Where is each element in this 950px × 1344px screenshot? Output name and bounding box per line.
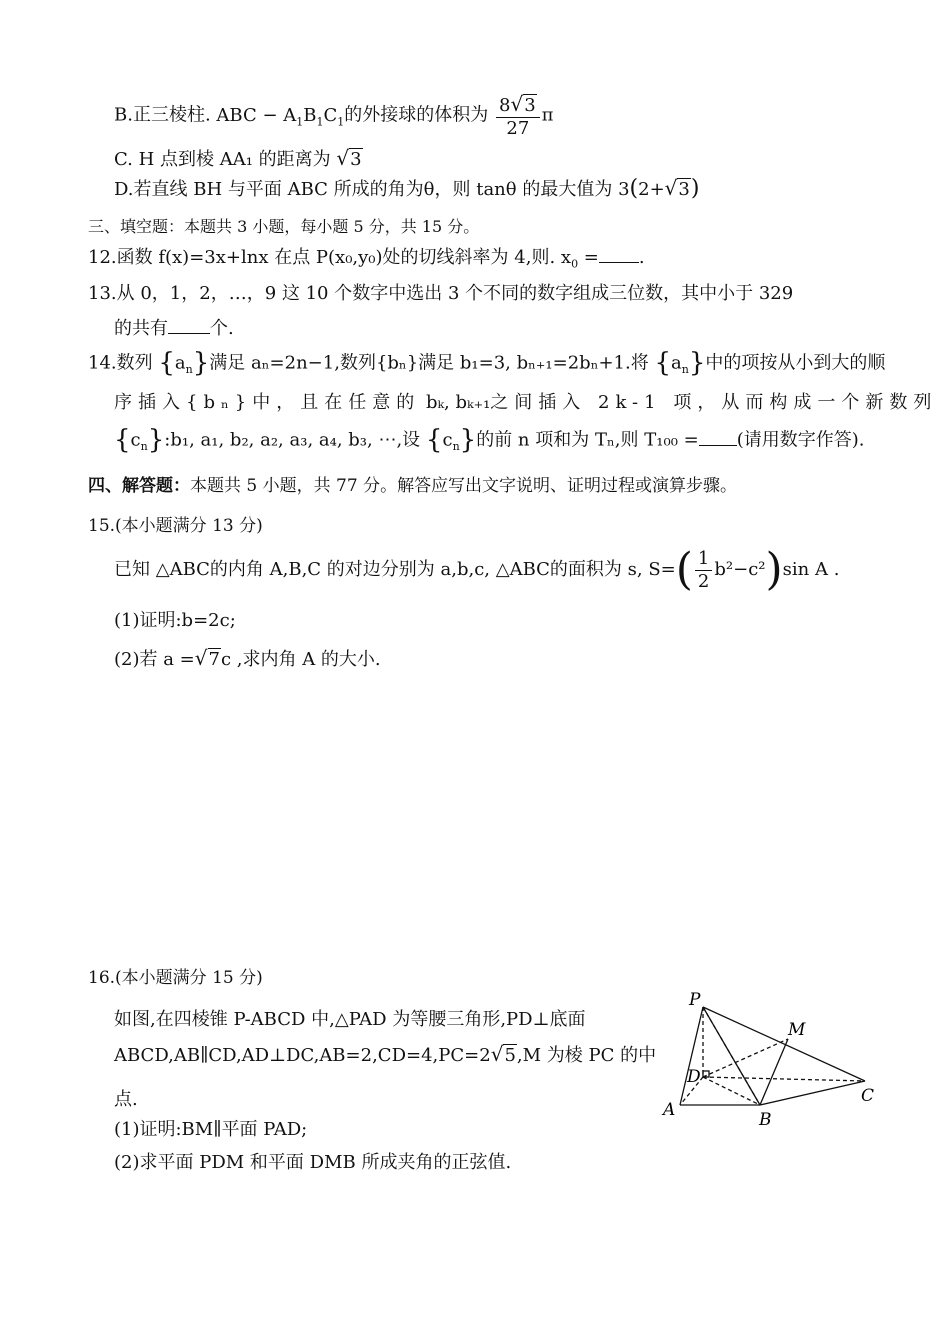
- prism-name: ABC − $A_1B_1C_1$: [216, 104, 345, 129]
- question-15-stem: 已知 △ABC的内角 A,B,C 的对边分别为 a,b,c, △ABC的面积为 s, S=( $\frac{1}{2}$ b²−c²)sin A .: [114, 544, 840, 596]
- question-15-part1: (1)证明:b=2c;: [114, 610, 236, 631]
- answer-blank[interactable]: [599, 244, 639, 263]
- question-16-line3: 点.: [114, 1089, 138, 1110]
- sphere-volume-fraction: $\frac{8√3}{27}$: [496, 92, 540, 139]
- q11-option-b: B.正三棱柱. ABC − $A_1B_1C_1$的外接球的体积为 $\frac{8√3}{27}$ π: [114, 92, 554, 139]
- question-16-line2: ABCD,AB∥CD,AD⊥DC,AB=2,CD=4,PC=2√5,M 为棱 PC 的中: [114, 1042, 657, 1066]
- label-M: M: [788, 1020, 806, 1040]
- label-D: D: [687, 1067, 701, 1087]
- question-15-part2: (2)若 a =√7c ,求内角 A 的大小.: [114, 646, 381, 670]
- answer-blank[interactable]: [699, 427, 737, 446]
- pyramid-figure: [655, 985, 885, 1130]
- section-3-heading: 三、填空题：本题共 3 小题，每小题 5 分，共 15 分。: [88, 217, 480, 236]
- question-16-header: 16.(本小题满分 15 分): [88, 968, 263, 988]
- question-16-part1: (1)证明:BM∥平面 PAD;: [114, 1119, 308, 1140]
- question-12: 12.函数 f(x)=3x+lnx 在点 P(x₀,y₀)处的切线斜率为 4,则. $x_0$ = .: [88, 244, 645, 271]
- question-15-header: 15.(本小题满分 13 分): [88, 516, 263, 536]
- label-A: A: [663, 1100, 676, 1120]
- question-14-line1: 14.数列 $\{a_n\}$满足 aₙ=2n−1,数列{bₙ}满足 b₁=3, bₙ₊₁=2bₙ+1.将 $\{a_n\}$中的项按从小到大的顺: [88, 348, 886, 378]
- question-14-line3: $\{c_n\}:b_1$, a₁, b₂, a₂, a₃, a₄, b₃, ⋯,设 $\{c_n\}$的前 n 项和为 Tₙ,则 T₁₀₀ = (请用数字作答).: [114, 425, 865, 455]
- q11-option-d: D.若直线 BH 与平面 ABC 所成的角为θ，则 tanθ 的最大值为 3(2+√3): [114, 176, 700, 201]
- label-B: B: [759, 1110, 772, 1130]
- q11-option-c: C. H 点到棱 AA₁ 的距离为 √3: [114, 146, 362, 170]
- question-16-line1: 如图,在四棱锥 P-ABCD 中,△PAD 为等腰三角形,PD⊥底面: [114, 1009, 586, 1030]
- question-16-part2: (2)求平面 PDM 和平面 DMB 所成夹角的正弦值.: [114, 1152, 512, 1173]
- label-C: C: [861, 1086, 875, 1106]
- answer-blank[interactable]: [168, 315, 210, 334]
- section-4-heading: 四、解答题：本题共 5 小题，共 77 分。解答应写出文字说明、证明过程或演算步骤。: [88, 476, 738, 496]
- question-13-line1: 13.从 0，1，2，…，9 这 10 个数字中选出 3 个不同的数字组成三位数，其中小于 329: [88, 283, 794, 304]
- label-P: P: [689, 990, 701, 1010]
- question-14-line2: 序插入{bₙ}中，且在任意的 bₖ, bₖ₊₁之间插入 2k-1 项，从而构成一个新数列: [114, 392, 938, 413]
- question-13-line2: 的共有 个.: [114, 315, 234, 340]
